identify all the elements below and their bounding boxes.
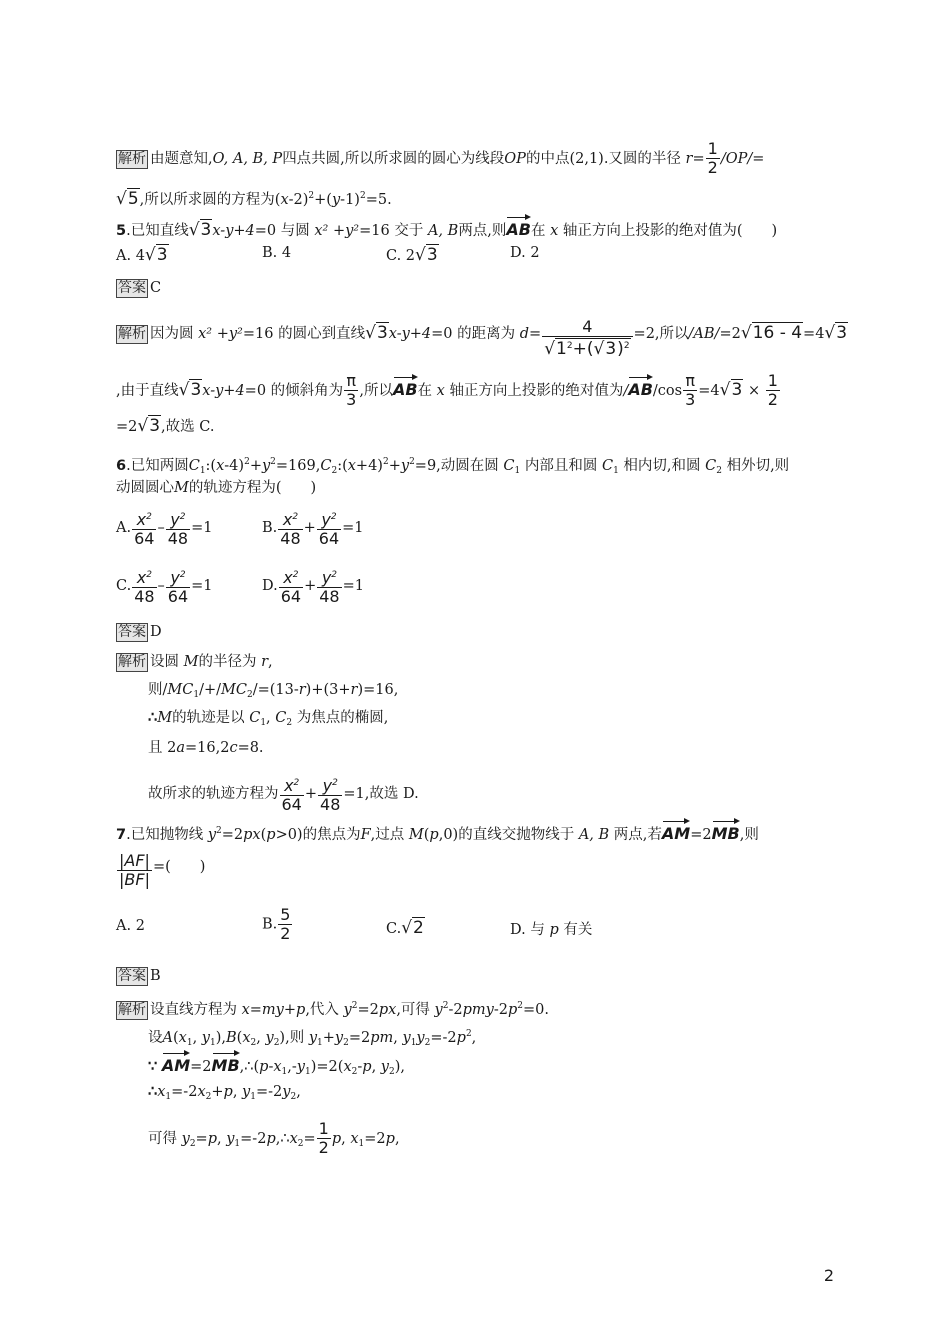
solution-7-line-2: 设$A(x_1$, $y_1),B(x_2$, $y_2$),则 $y_1+y_2=2pm$, $y_1y_2=-2p^2$,: [148, 1029, 477, 1048]
answer-7: [116, 966, 161, 986]
solution-4-line-1: [116, 140, 764, 177]
analysis-tag: 解析: [118, 654, 146, 670]
solution-5-line-1: 解析 因为圆 x² +y²=16 的圆心到直线√3x-y+4=0 的距离为 d= $\frac{4}{√1^2+(√3)^2}$ =2,所以/AB/=2√16 - 4=4√3: [118, 317, 848, 359]
answer-6: [116, 622, 162, 642]
solution-5-line-3: =2√3,故选 C.: [116, 416, 215, 436]
option-d: D. 与 p 有关: [510, 922, 593, 938]
fraction-half: $\frac{1}{2}$: [707, 139, 718, 177]
answer-value: C: [150, 280, 162, 296]
page-number: 2: [823, 1266, 834, 1285]
fraction-af-bf: $\frac{|AF|}{|BF|}$: [119, 851, 150, 889]
option-b: B. $\frac{x^2}{48}$ + $\frac{y^2}{64}$ =1: [262, 510, 364, 548]
analysis-tag: 解析: [118, 1002, 146, 1018]
vector-ab: AB: [628, 374, 653, 400]
option-d: D. $\frac{x^2}{64}$ + $\frac{y^2}{48}$ =1: [262, 568, 364, 606]
option-c: C. $\frac{x^2}{48}$ – $\frac{y^2}{64}$ =1: [116, 568, 213, 606]
text: 四点共圆,所以所求圆的圆心为线段: [282, 151, 505, 167]
solution-5-line-2: ,由于直线√3x-y+4=0 的倾斜角为 $\frac{\pi}{3}$ ,所以AB在 x 轴正方向上投影的绝对值为/AB/cos $\frac{\pi}{3}$ =4√3 × $\frac{1}{2}$: [116, 371, 778, 409]
solution-4-line-2: √5,所以所求圆的方程为$(x-2)^2+(y-1)^2=5$.: [116, 189, 392, 209]
analysis-tag: 解析: [118, 326, 146, 342]
vector-am: AM: [162, 1050, 190, 1076]
solution-6-line-4: 且 2a=16,2c=8.: [148, 740, 264, 756]
answer-value: D: [150, 624, 162, 640]
text: r: [685, 151, 693, 167]
option-a: A. $\frac{x^2}{64}$ – $\frac{y^2}{48}$ =1: [116, 510, 213, 548]
solution-6-line-5: 故所求的轨迹方程为 $\frac{x^2}{64}$ + $\frac{y^2}{48}$ =1,故选 D.: [148, 776, 419, 814]
question-6-line-1: 6.已知两圆$C_1:(x-4)^2+y^2=169,C_2:(x+4)^2+y^2=9$,动圆在圆 $C_1$ 内部且和圆 $C_1$ 相内切,和圆 $C_2$ 相外切,则: [116, 457, 790, 476]
option-c: C.√2: [386, 918, 424, 938]
text: O, A, B, P: [212, 151, 283, 167]
text: 由题意知,: [150, 151, 213, 167]
option-d: D. 2: [510, 245, 540, 261]
option-b: B. $\frac{5}{2}$: [262, 905, 291, 943]
text: 的中点(2,1).又圆的半径: [525, 151, 681, 167]
solution-6-line-3: ∴M的轨迹是以 $C_1$, $C_2$ 为焦点的椭圆,: [148, 709, 389, 728]
text: OP: [504, 151, 526, 167]
answer-5: [116, 278, 161, 298]
solution-7-line-4: $\therefore x_1=-2x_2+p$, $y_1=-2y_2$,: [148, 1083, 301, 1102]
answer-tag: 答案: [118, 624, 146, 640]
vector-am: AM: [662, 818, 690, 844]
question-number: 7: [116, 827, 127, 843]
answer-tag: 答案: [118, 280, 146, 296]
sqrt-3: √3: [188, 220, 212, 240]
question-number: 6: [116, 458, 127, 474]
question-7-line-2: $\frac{|AF|}{|BF|}$ =( ): [119, 851, 206, 889]
answer-tag: 答案: [118, 968, 146, 984]
option-a: A. 4√3: [116, 245, 168, 265]
question-6-line-2: 动圆圆心M的轨迹方程为( ): [116, 480, 317, 496]
solution-6-line-1: 解析 设圆 M的半径为 r,: [118, 654, 273, 670]
question-5: 5.已知直线√3x-y+4=0 与圆 x² +y²=16 交于 A, B两点,则AB在 x 轴正方向上投影的绝对值为( ): [116, 214, 777, 241]
solution-7-line-5: 可得 $y_2=p$, $y_1=-2p,\therefore x_2=$ $\frac{1}{2}$ p, $x_1=2p$,: [148, 1119, 400, 1157]
fraction-distance: $\frac{4}{√1^2+(√3)^2}$: [542, 318, 632, 358]
vector-ab: AB: [393, 374, 418, 400]
text: =: [692, 151, 705, 167]
vector-ab: AB: [506, 214, 531, 240]
sqrt-5: √5: [116, 189, 139, 209]
analysis-tag: 解析: [118, 151, 146, 167]
solution-7-line-1: 解析 设直线方程为 x=my+p,代入 $y^2=2px$,可得 $y^2-2pmy-2p^2=0$.: [118, 1001, 549, 1018]
vector-mb: MB: [212, 1050, 240, 1076]
option-c: C. 2√3: [386, 245, 438, 265]
solution-7-line-3: ∵ $AM=2MB,\therefore(p-x_1,-y_1)=2(x_2-p$, $y_2$),: [148, 1050, 405, 1082]
question-number: 5: [116, 223, 127, 239]
question-7-line-1: 7.已知抛物线 $y^2=2px(p>0)$的焦点为F,过点 M(p,0)的直线交抛物线于 A, B 两点,若AM=2MB,则: [116, 818, 759, 845]
option-b: B. 4: [262, 245, 292, 261]
option-a: A. 2: [116, 918, 145, 934]
text: /OP/=: [720, 151, 765, 167]
vector-mb: MB: [712, 818, 740, 844]
answer-value: B: [150, 968, 161, 984]
text: ,所以所求圆的方程为(: [139, 192, 281, 208]
solution-6-line-2: 则$/MC_1/+/MC_2/=(13-r)+(3+r)=16$,: [148, 682, 399, 700]
